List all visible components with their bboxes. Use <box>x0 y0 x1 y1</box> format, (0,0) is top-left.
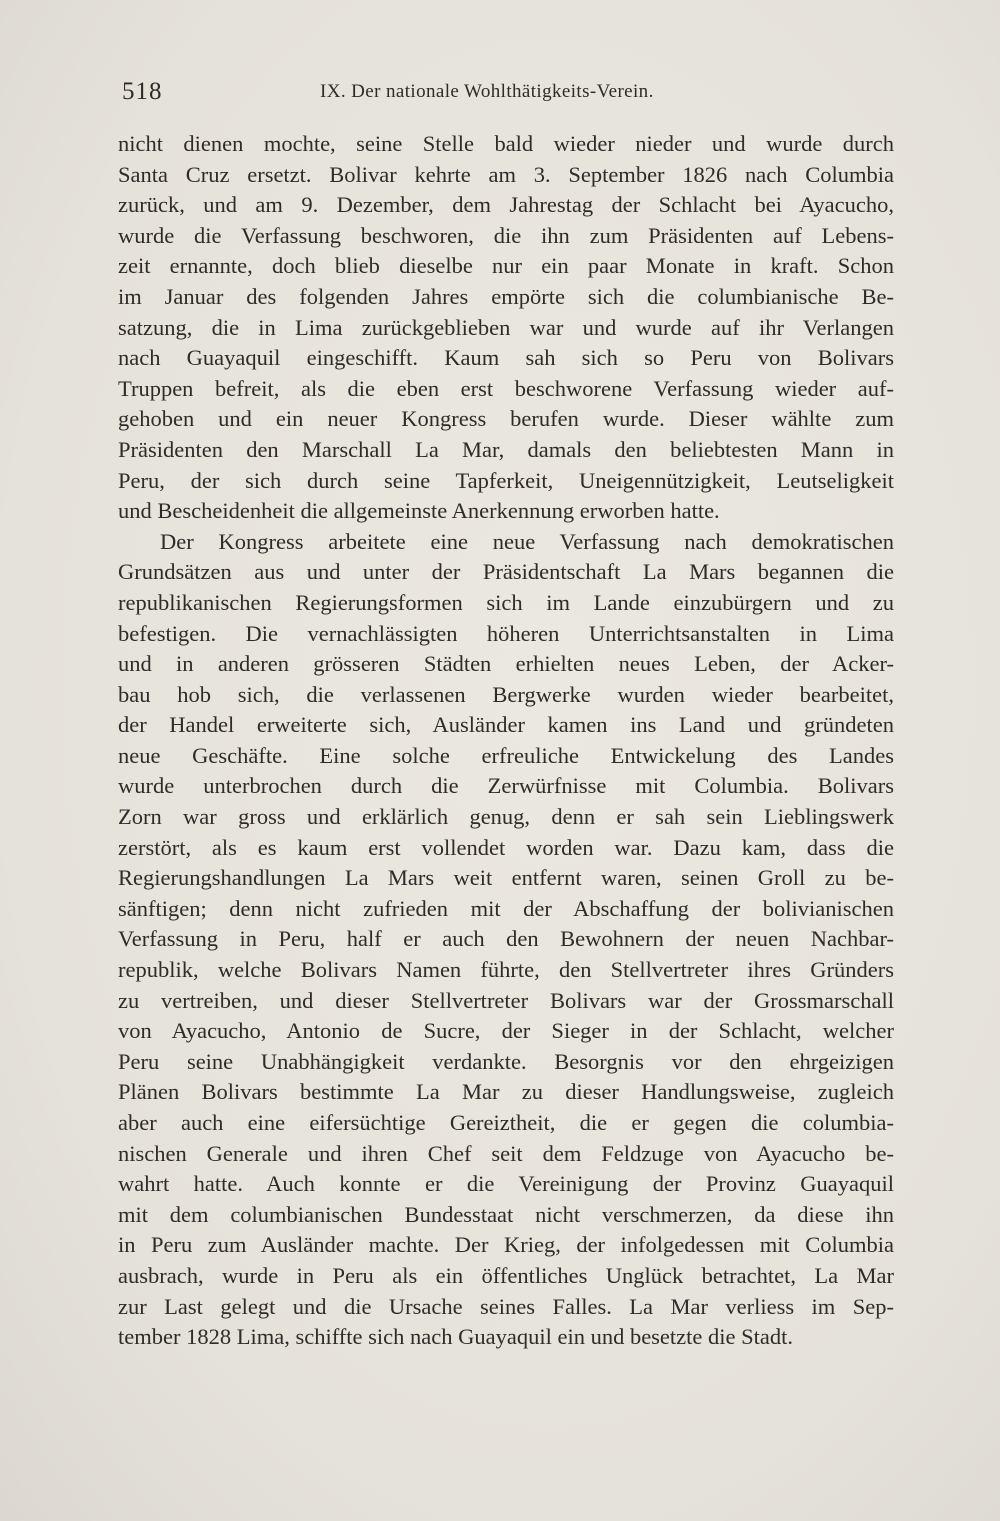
text-line: Präsidenten den Marschall La Mar, damals den beliebtesten Mann in <box>118 436 894 462</box>
text-line: Truppen befreit, als die eben erst beschworene Verfassung wieder auf- <box>118 375 894 401</box>
page-header <box>122 78 892 108</box>
text-line: Verfassung in Peru, half er auch den Bewohnern der neuen Nachbar- <box>118 926 894 952</box>
text-line: zerstört, als es kaum erst vollendet worden war. Dazu kam, dass die <box>118 834 894 860</box>
text-line: zeit ernannte, doch blieb dieselbe nur ein paar Monate in kraft. Schon <box>118 253 894 279</box>
text-line: aber auch eine eifersüchtige Gereiztheit, die er gegen die columbia- <box>118 1110 894 1135</box>
text-line: nischen Generale und ihren Chef seit dem Feldzuge von Ayacucho be- <box>118 1140 894 1166</box>
text-line: zu vertreiben, und dieser Stellvertreter Bolivars war der Grossmarschall <box>118 987 894 1013</box>
text-line: republik, welche Bolivars Namen führte, den Stellvertreter ihres Gründers <box>118 957 894 983</box>
text-line: wahrt hatte. Auch konnte er die Vereinigung der Provinz Guayaquil <box>118 1171 894 1197</box>
text-line: wurde die Verfassung beschworen, die ihn zum Präsidenten auf Lebens- <box>118 222 894 248</box>
text-line: Plänen Bolivars bestimmte La Mar zu dieser Handlungsweise, zugleich <box>118 1079 894 1105</box>
text-line: zurück, und am 9. Dezember, dem Jahrestag der Schlacht bei Ayacucho, <box>118 192 894 218</box>
paragraph <box>118 129 894 527</box>
text-line: zur Last gelegt und die Ursache seines Falles. La Mar verliess im Sep- <box>118 1293 894 1319</box>
text-line: tember 1828 Lima, schiffte sich nach Guayaquil ein und besetzte die Stadt. <box>118 1324 794 1350</box>
page-number: 518 <box>122 78 163 105</box>
body-text <box>118 129 894 1353</box>
text-line: von Ayacucho, Antonio de Sucre, der Sieger in der Schlacht, welcher <box>118 1018 894 1044</box>
text-line: republikanischen Regierungsformen sich im Lande einzubürgern und zu <box>118 589 894 615</box>
text-line: wurde unterbrochen durch die Zerwürfnisse mit Columbia. Bolivars <box>118 773 894 799</box>
running-head: IX. Der nationale Wohlthätigkeits-Verein. <box>320 81 654 102</box>
text-line: in Peru zum Ausländer machte. Der Krieg, der infolgedessen mit Columbia <box>118 1232 894 1258</box>
text-line: befestigen. Die vernachlässigten höheren Unterrichtsanstalten in Lima <box>118 620 894 646</box>
text-line: mit dem columbianischen Bundesstaat nicht verschmerzen, da diese ihn <box>118 1201 894 1227</box>
text-line: Der Kongress arbeitete eine neue Verfassung nach demokratischen <box>160 528 894 554</box>
text-line: nach Guayaquil eingeschifft. Kaum sah sich so Peru von Bolivars <box>118 345 894 371</box>
text-line: der Handel erweiterte sich, Ausländer kamen ins Land und gründeten <box>118 712 894 738</box>
text-line: gehoben und ein neuer Kongress berufen wurde. Dieser wählte zum <box>118 406 894 432</box>
text-line: und Bescheidenheit die allgemeinste Anerkennung erworben hatte. <box>118 498 720 524</box>
text-line: sänftigen; denn nicht zufrieden mit der Abschaffung der bolivianischen <box>118 895 894 921</box>
text-line: nicht dienen mochte, seine Stelle bald wieder nieder und wurde durch <box>118 131 894 156</box>
text-line: Santa Cruz ersetzt. Bolivar kehrte am 3. September 1826 nach Columbia <box>118 161 894 187</box>
text-line: im Januar des folgenden Jahres empörte sich die columbianische Be- <box>118 283 894 309</box>
text-line: und in anderen grösseren Städten erhielten neues Leben, der Acker- <box>118 651 894 677</box>
text-line: Zorn war gross und erklärlich genug, denn er sah sein Lieblingswerk <box>118 804 894 830</box>
text-line: ausbrach, wurde in Peru als ein öffentliches Unglück betrachtet, La Mar <box>118 1262 894 1288</box>
text-line: neue Geschäfte. Eine solche erfreuliche Entwickelung des Landes <box>118 742 894 768</box>
text-line: Peru, der sich durch seine Tapferkeit, Uneigennützigkeit, Leutseligkeit <box>118 467 894 493</box>
text-line: Regierungshandlungen La Mars weit entfernt waren, seinen Groll zu be- <box>118 865 894 891</box>
text-line: bau hob sich, die verlassenen Bergwerke wurden wieder bearbeitet, <box>118 681 894 707</box>
text-line: Peru seine Unabhängigkeit verdankte. Besorgnis vor den ehrgeizigen <box>118 1048 894 1074</box>
paragraph <box>118 527 894 1353</box>
text-line: Grundsätzen aus und unter der Präsidentschaft La Mars begannen die <box>118 559 894 585</box>
text-line: satzung, die in Lima zurückgeblieben war und wurde auf ihr Verlangen <box>118 314 894 340</box>
